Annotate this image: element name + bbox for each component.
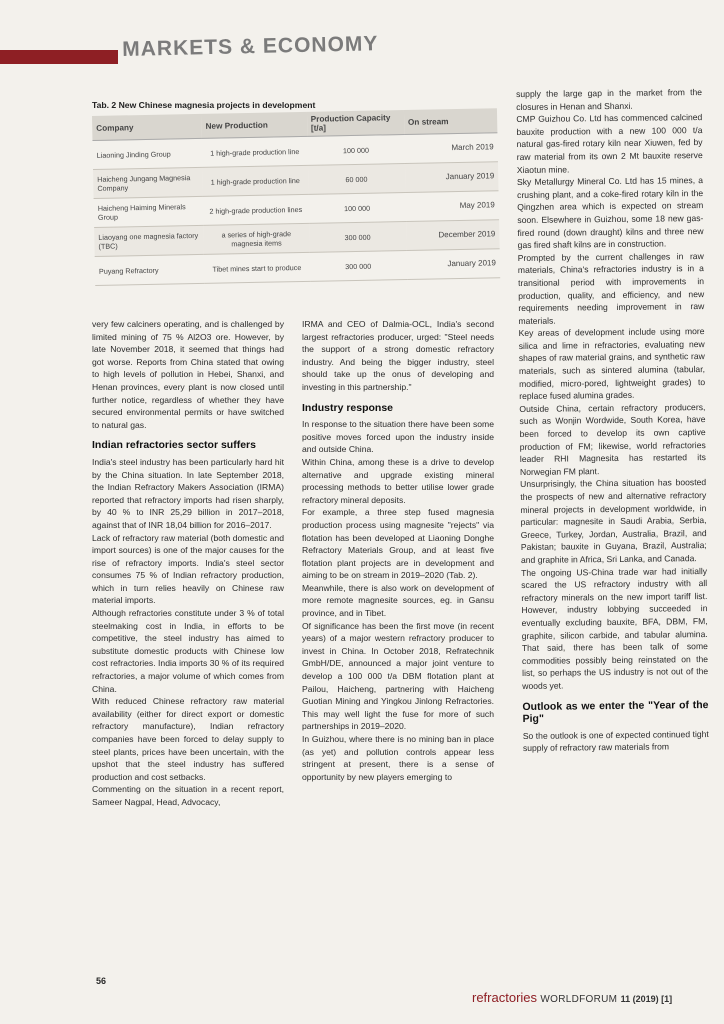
table-cell: Tibet mines start to produce — [204, 252, 310, 283]
table-cell: Liaoning Jinding Group — [92, 138, 202, 169]
section-heading: Indian refractories sector suffers — [92, 439, 256, 452]
table-cell: December 2019 — [406, 220, 500, 251]
footer-brand — [472, 990, 672, 1005]
section-title: MARKETS & ECONOMY — [122, 32, 379, 61]
article-column-2 — [302, 318, 494, 783]
section-heading: Industry response — [302, 401, 394, 414]
table-cell: a series of high-grade magnesia items — [203, 223, 309, 254]
paragraph: Unsurprisingly, the China situation has boosted the prospects of new and alternative refractory mineral projects in development worldwide, in particular: magnesite in Saudi Arabia, Serbia, Greece, Turkey, Jordan, Australia, Brazil, and Pakistan; bauxite in Guyana, Brazil, Australia; and graphite in Africa, Sri Lanka, and Canada. — [520, 477, 707, 565]
projects-table — [92, 108, 500, 286]
table-cell: 1 high-grade production line — [202, 165, 308, 196]
paragraph: Outside China, certain refractory producers, such as Wonjin Wordwide, South Korea, have been forced to develop its own captive production of FM; likewise, world refractories leader RHI Magnesita has restarted its Norwegian FM plant. — [519, 401, 706, 477]
paragraph: Lack of refractory raw material (both domestic and import sources) is one of the major causes for the rise of refractory imports. India's steel sector consumes 75 % of Indian refractory production, which in turn relies heavily on Chinese raw material imports. — [92, 532, 284, 606]
paragraph: Within China, among these is a drive to develop alternative and upgrade existing mineral processing methods to better utilise lower grade refractory mineral deposits. — [302, 456, 494, 505]
paragraph: India's steel industry has been particularly hard hit by the China situation. In late September 2018, the Indian Refractory Makers Association (IRMA) reported that refractory imports had risen sharply, by 40 % to INR 25,29 billion in 2017–2018, against that of INR 18,04 billion for 2016–2017. — [92, 456, 284, 530]
section-heading: Outlook as we enter the "Year of the Pig" — [522, 698, 709, 726]
table-cell: 100 000 — [307, 135, 405, 166]
page-number: 56 — [96, 976, 107, 986]
paragraph: Sky Metallurgy Mineral Co. Ltd has 15 mines, a crushing plant, and a coke-fired rotary kiln in the Qingzhen area which is expected on stream soon. Elsewhere in Guizhou, some 18 new gas-fired round (down draught) kilns and three new gas fired shaft kilns are in construction. — [516, 175, 704, 251]
table-cell: Haicheng Jungang Magnesia Company — [93, 167, 203, 198]
table-header-cell: On stream — [404, 108, 498, 134]
paragraph: So the outlook is one of expected continued tight supply of refractory raw materials from — [522, 728, 709, 754]
paragraph: Meanwhile, there is also work on development of more remote magnesite sources, eg. in Gansu province, and in Tibet. — [302, 582, 494, 619]
paragraph: IRMA and CEO of Dalmia-OCL, India's second largest refractories producer, urged: "Steel needs the support of a strong domestic refractory industry. And being the bigger industry, steel should take up the onus of developing and investing in this partnership." — [302, 319, 494, 392]
paragraph: Although refractories constitute under 3 % of total steelmaking cost in India, in efforts to be competitive, the steel industry has aimed to substitute domestic products with Chinese low cost refractories. India imports 30 % of its required refractories, a major volume of which comes from China. — [92, 608, 284, 694]
paragraph: Key areas of development include using more silica and lime in refractories, evaluating new shapes of raw material grains, and synthetic raw materials, such as sintered alumina (tabular, modified, micro-pored, lightweight grades) to replace fused alumina grades. — [518, 326, 706, 402]
table-cell: January 2019 — [405, 162, 499, 193]
brand-suffix: WORLDFORUM — [540, 994, 618, 1005]
table-cell: 1 high-grade production line — [202, 136, 308, 167]
table-cell: Haicheng Haiming Minerals Group — [94, 196, 204, 227]
table-cell: March 2019 — [404, 133, 498, 164]
table-cell: January 2019 — [406, 249, 500, 280]
table-cell: Liaoyang one magnesia factory (TBC) — [94, 225, 204, 256]
section-color-band — [0, 50, 118, 64]
paragraph: Prompted by the current challenges in raw materials, China's refractories industry is in a transitional period with improvements in production, quality, and efficiency, and new requirements needing improvement in raw materials. — [517, 250, 705, 326]
table-cell: 2 high-grade production lines — [203, 194, 309, 225]
paragraph: In response to the situation there have been some positive moves forced upon the industry inside and outside China. — [302, 419, 494, 455]
table-cell: 300 000 — [309, 221, 407, 252]
paragraph: very few calciners operating, and is challenged by limited mining of 75 % Al2O3 ore. However, by late November 2018, it seemed that things had got worse. Reports from China stated that owing to high levels of pollution in Hebei, Shanxi, and Henan provinces, every plant is now closed until further notice, regardless of whether they have secured environmental permits or have switched to natural gas. — [92, 319, 284, 430]
paragraph: Of significance has been the first move (in recent years) of a major western refractory producer to invest in China. In October 2018, Refratechnik GmbH/DE, announced a major joint venture to develop a 100 000 t/a DBM flotation plant at Pailou, Haicheng, partnering with Haicheng Guotian Mining and Yingkou Jinlong Refractories. This may well light the fuse for more of such partnerships in 2019–2020. — [302, 620, 494, 732]
paragraph: CMP Guizhou Co. Ltd has commenced calcined bauxite production with a new 100 000 t/a natural gas-fired rotary kiln near Xiuwen, fed by raw material from its own 2 Mt bauxite reserve Xiaotun mine. — [516, 112, 703, 175]
paragraph: For example, a three step fused magnesia production process using magnesite "rejects" via flotation has been developed at Liaoning Donghe Refractory Materials Group, and at least five flotation plant projects are in development and aiming to be on stream in 2019–2020 (Tab. 2). — [302, 507, 494, 581]
table-cell: 100 000 — [308, 192, 406, 223]
paragraph: With reduced Chinese refractory raw material availability (either for direct export or domestic refractory manufacture), Indian refractory companies have been forced to delay supply to steel plants, prices have been uncertain, with the upshot that the steel industry has suffered production and cost setbacks. — [92, 696, 284, 782]
paragraph: Commenting on the situation in a recent report, Sameer Nagpal, Head, Advocacy, — [92, 784, 284, 807]
table-header-cell: Company — [92, 114, 202, 141]
brand-name: refractories — [472, 990, 538, 1005]
article-column-1 — [92, 318, 284, 809]
table-cell: 60 000 — [308, 164, 406, 195]
table-header-cell: Production Capacity [t/a] — [307, 110, 405, 136]
table-cell: May 2019 — [405, 191, 499, 222]
paragraph: supply the large gap in the market from the closures in Henan and Shanxi. — [516, 87, 703, 112]
article-column-3 — [516, 86, 709, 755]
table-header-cell: New Production — [201, 112, 307, 139]
paragraph: In Guizhou, where there is no mining ban in place (as yet) and pollution controls appear less stringent at present, there is a sense of opportunity by new players emerging to — [302, 734, 494, 782]
table-cell: 300 000 — [309, 250, 407, 281]
paragraph: The ongoing US-China trade war had initially scared the US refractory industry with all refractory minerals on the new import tariff list. However, industry lobbying succeeded in eventually excluding bauxite, BFA, DBM, FM, graphite, silicon carbide, and tabular alumina. That said, there has been talk of some commodities possibly being reinstated on the list, so perhaps the US industry is not out of the woods yet. — [521, 565, 709, 691]
table-cell: Puyang Refractory — [95, 254, 205, 285]
table-caption: Tab. 2 New Chinese magnesia projects in development — [92, 100, 316, 110]
issue-label: 11 (2019) [1] — [620, 994, 673, 1004]
